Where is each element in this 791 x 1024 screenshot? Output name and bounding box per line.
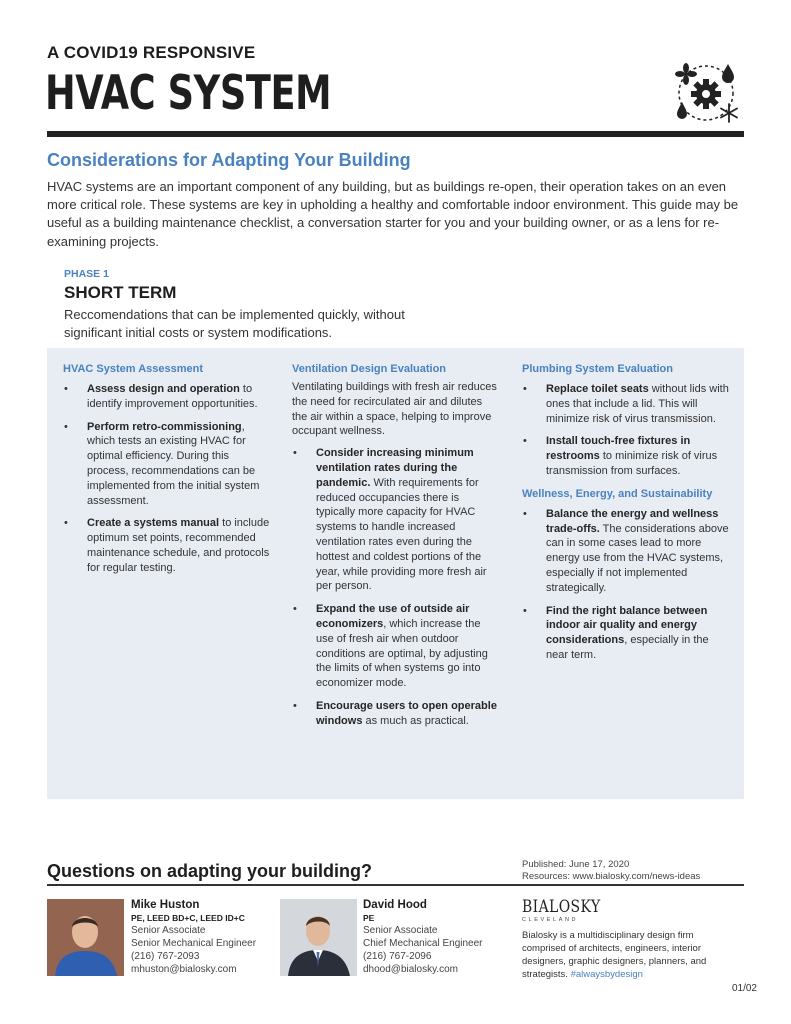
intro-paragraph: HVAC systems are an important component of any building, but as buildings re-open, their operation takes on an even more critical role. These systems are key in upholding a healthy and comfortable indoor environment. This guide may be useful as a building maintenance checklist, a conversation starter for you and your building owner, or as a lens for re-examining projects. <box>47 179 739 249</box>
firm-description <box>522 929 732 981</box>
avatar <box>280 899 357 976</box>
page-title: HVAC SYSTEM <box>45 66 332 121</box>
logo-location: CLEVELAND <box>522 917 579 923</box>
contact-card <box>363 898 483 976</box>
item-bold: Create a systems manual <box>87 517 220 530</box>
bullet-list <box>522 382 732 479</box>
item-bold: Assess design and operation <box>87 383 240 395</box>
item-text: to identify improvement opportunities. <box>87 383 258 410</box>
bullet-list <box>63 382 270 576</box>
column-heading: Ventilation Design Evaluation <box>292 363 447 375</box>
item-text: , especially in the near term. <box>546 634 709 661</box>
snowflake-icon <box>721 104 737 122</box>
list-item <box>522 382 732 426</box>
contact-phone[interactable]: (216) 767-2093 <box>131 951 200 962</box>
hvac-icon <box>672 62 744 124</box>
item-bold: Expand the use of outside air economizers <box>316 603 470 630</box>
item-text: , which increase the use of fresh air when outdoor conditions are optimal, by adjusting the limits of when systems go into economizer mode. <box>316 617 488 690</box>
firm-description-text: Bialosky is a multidisciplinary design firm comprised of architects, engineers, interior designers, graphic designers, planners, and strategists. <box>522 930 707 980</box>
logo-wordmark: BIALOSKY <box>522 897 601 917</box>
item-bold: Replace toilet seats <box>546 383 649 395</box>
item-text: to include optimum set points, recommended maintenance schedule, and protocols for regular testing. <box>87 517 270 574</box>
publication-info <box>522 859 700 883</box>
bullet-list <box>522 507 732 663</box>
list-item <box>63 420 270 509</box>
list-item <box>522 434 732 478</box>
questions-heading: Questions on adapting your building? <box>47 861 372 881</box>
phase-title: SHORT TERM <box>64 283 177 302</box>
column-heading: Plumbing System Evaluation <box>522 363 673 375</box>
bialosky-logo <box>522 898 618 923</box>
contact-email[interactable]: dhood@bialosky.com <box>363 964 459 975</box>
item-text: With requirements for reduced occupancies there is typically more capacity for HVAC systems to handle increased ventilation rates even during the hottest and coldest portions of the year, while providing more fresh air per person. <box>316 476 487 593</box>
footer-divider <box>47 884 744 886</box>
column-ventilation <box>292 362 498 737</box>
list-item <box>522 604 732 663</box>
gear-icon <box>691 79 721 109</box>
list-item <box>292 602 498 691</box>
item-bold: Balance the energy and wellness trade-offs. <box>546 507 719 535</box>
list-item <box>292 446 498 594</box>
contact-role: Chief Mechanical Engineer <box>363 938 483 949</box>
column-heading: Wellness, Energy, and Sustainability <box>522 487 713 500</box>
title-divider <box>47 131 744 137</box>
item-text: , which tests an existing HVAC for optimal efficiency. During this process, recommendations can be implemented from the initial system assessment. <box>87 420 260 507</box>
published-date: Published: June 17, 2020 <box>522 859 630 870</box>
contact-phone[interactable]: (216) 767-2096 <box>363 951 432 962</box>
column-heading: HVAC System Assessment <box>63 363 204 375</box>
page-number: 01/02 <box>731 983 757 994</box>
contact-role: Senior Associate <box>131 925 206 936</box>
contact-email[interactable]: mhuston@bialosky.com <box>131 964 237 975</box>
item-bold: Perform retro-commissioning <box>87 420 242 433</box>
column-hvac-assessment <box>63 362 270 584</box>
column-plumbing-wellness <box>522 362 732 671</box>
list-item <box>292 699 498 729</box>
item-bold: Consider increasing minimum ventilation rates during the pandemic. <box>316 447 474 489</box>
item-text: to minimize risk of virus transmission from surfaces. <box>546 450 718 477</box>
resources-link[interactable]: Resources: www.bialosky.com/news-ideas <box>522 871 701 882</box>
contact-name: David Hood <box>363 899 427 911</box>
list-item <box>63 516 270 575</box>
item-bold: Install touch-free fixtures in restrooms <box>546 435 691 463</box>
item-bold: Encourage users to open operable windows <box>316 699 497 727</box>
item-text: The considerations above can in some cases lead to more energy use from the HVAC systems, especially if not implemented strategically. <box>546 522 729 594</box>
contact-name: Mike Huston <box>131 899 200 911</box>
hashtag-link[interactable]: #alwaysbydesign <box>570 969 643 980</box>
kicker-title: A COVID19 RESPONSIVE <box>47 43 256 62</box>
list-item <box>63 382 270 412</box>
contact-role: Senior Associate <box>363 925 438 936</box>
list-item <box>522 507 732 596</box>
bullet-list <box>292 446 498 728</box>
item-bold: Find the right balance between indoor air quality and energy considerations <box>546 604 708 647</box>
phase-label: PHASE 1 <box>64 268 109 280</box>
contact-credentials: PE, LEED BD+C, LEED ID+C <box>131 913 245 923</box>
contact-credentials: PE <box>363 913 375 923</box>
section-heading: Considerations for Adapting Your Building <box>47 150 411 170</box>
contact-role: Senior Mechanical Engineer <box>131 938 257 949</box>
item-text: as much as practical. <box>362 714 469 727</box>
avatar <box>47 899 124 976</box>
item-text: without lids with ones that include a lid. This will minimize risk of virus transmission. <box>546 383 729 425</box>
phase-description: Reccomendations that can be implemented quickly, without significant initial costs or system modifications. <box>64 307 405 340</box>
contact-card <box>131 898 256 976</box>
column-lead: Ventilating buildings with fresh air reduces the need for recirculated air and dilutes the air within a space, helping to improve occupant wellness. <box>292 381 497 438</box>
